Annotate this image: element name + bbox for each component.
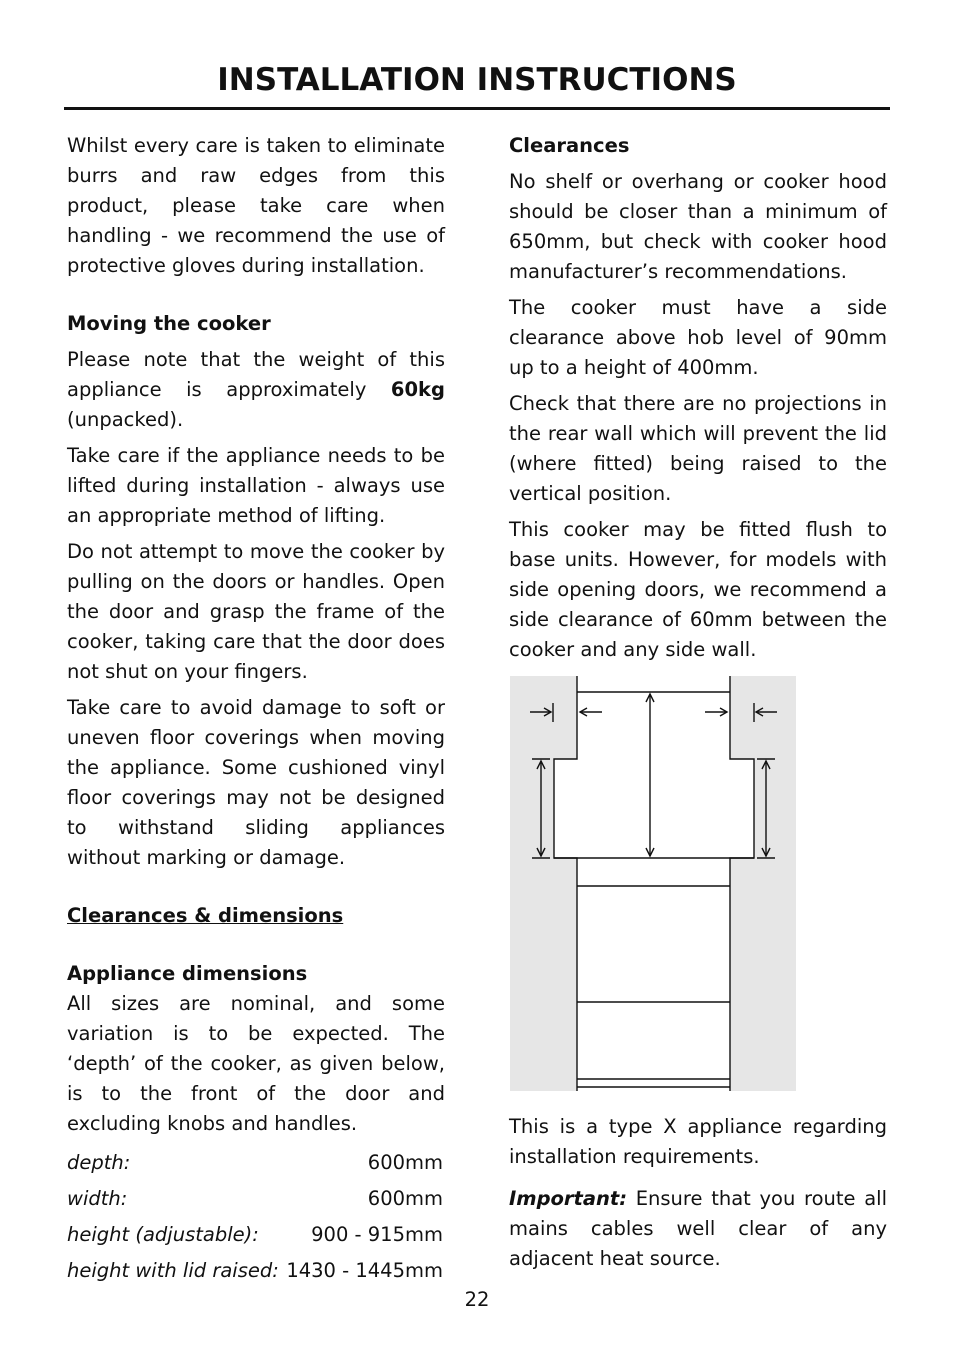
clearance-diagram [510, 676, 796, 1091]
lifting-paragraph: Take care if the appliance needs to be lifted during installation - always use an appropriate method of lifting. [67, 444, 445, 527]
type-x-paragraph: This is a type X appliance regarding installation requirements. [509, 1115, 887, 1168]
clearance-paragraph-1: No shelf or overhang or cooker hood should be closer than a minimum of 650mm, but check with cooker hood manufacturer’s recommendations. [509, 170, 887, 283]
page-number: 22 [464, 1288, 490, 1311]
doors-paragraph: Do not attempt to move the cooker by pulling on the doors or handles. Open the door and grasp the frame of the cooker, taking care that the door does not shut on your fingers. [67, 540, 445, 683]
clearance-paragraph-2: The cooker must have a side clearance above hob level of 90mm up to a height of 400mm. [509, 296, 887, 379]
dimension-value: 600mm [367, 1187, 443, 1210]
dimension-label: height (adjustable): [67, 1223, 259, 1246]
important-label: Important: [509, 1187, 628, 1210]
dimension-label: depth: [67, 1151, 131, 1174]
dimension-row-height-lid [67, 1253, 443, 1289]
important-text: Ensure that you route all mains cables well clear of any adjacent heat source. [509, 1187, 887, 1270]
dimensions-table [67, 1145, 445, 1289]
important-paragraph [509, 1184, 887, 1274]
right-column-lower [509, 1112, 887, 1280]
clearance-paragraph-3: Check that there are no projections in the rear wall which will prevent the lid (where fitted) being raised to the vertical position. [509, 392, 887, 505]
dimensions-paragraph: All sizes are nominal, and some variation is to be expected. The ‘depth’ of the cooker, as given below, is to the front of the door and excluding knobs and handles. [67, 992, 445, 1135]
dimension-row-depth [67, 1145, 443, 1181]
dimension-row-width [67, 1181, 443, 1217]
moving-heading: Moving the cooker [67, 312, 271, 335]
dimension-label: height with lid raised: [67, 1259, 279, 1282]
clearance-paragraph-4: This cooker may be fitted flush to base units. However, for models with side opening doors, we recommend a side clearance of 60mm between the cooker and any side wall. [509, 518, 887, 661]
title-rule [64, 107, 890, 110]
dimension-row-height [67, 1217, 443, 1253]
clearances-dimensions-heading: Clearances & dimensions [67, 904, 344, 927]
dimension-label: width: [67, 1187, 128, 1210]
appliance-dimensions-heading: Appliance dimensions [67, 962, 308, 985]
floor-paragraph: Take care to avoid damage to soft or uneven floor coverings when moving the appliance. Some cushioned vinyl floor coverings may not be designed to withstand sliding appliances without marking or damage. [67, 696, 445, 869]
right-column [509, 131, 887, 671]
left-column [67, 131, 445, 1289]
clearances-heading: Clearances [509, 134, 630, 157]
dimension-value: 600mm [367, 1151, 443, 1174]
weight-paragraph [67, 345, 445, 435]
weight-text: Please note that the weight of this appliance is approximately [67, 348, 445, 401]
weight-text-end: (unpacked). [67, 408, 184, 431]
page-title: INSTALLATION INSTRUCTIONS [217, 62, 737, 98]
dimension-value: 1430 - 1445mm [286, 1259, 443, 1282]
cooker-fill [554, 676, 754, 1091]
intro-paragraph: Whilst every care is taken to eliminate burrs and raw edges from this product, please take care when handling - we recommend the use of protective gloves during installation. [67, 134, 445, 277]
weight-value: 60kg [390, 378, 445, 401]
dimension-value: 900 - 915mm [311, 1223, 443, 1246]
